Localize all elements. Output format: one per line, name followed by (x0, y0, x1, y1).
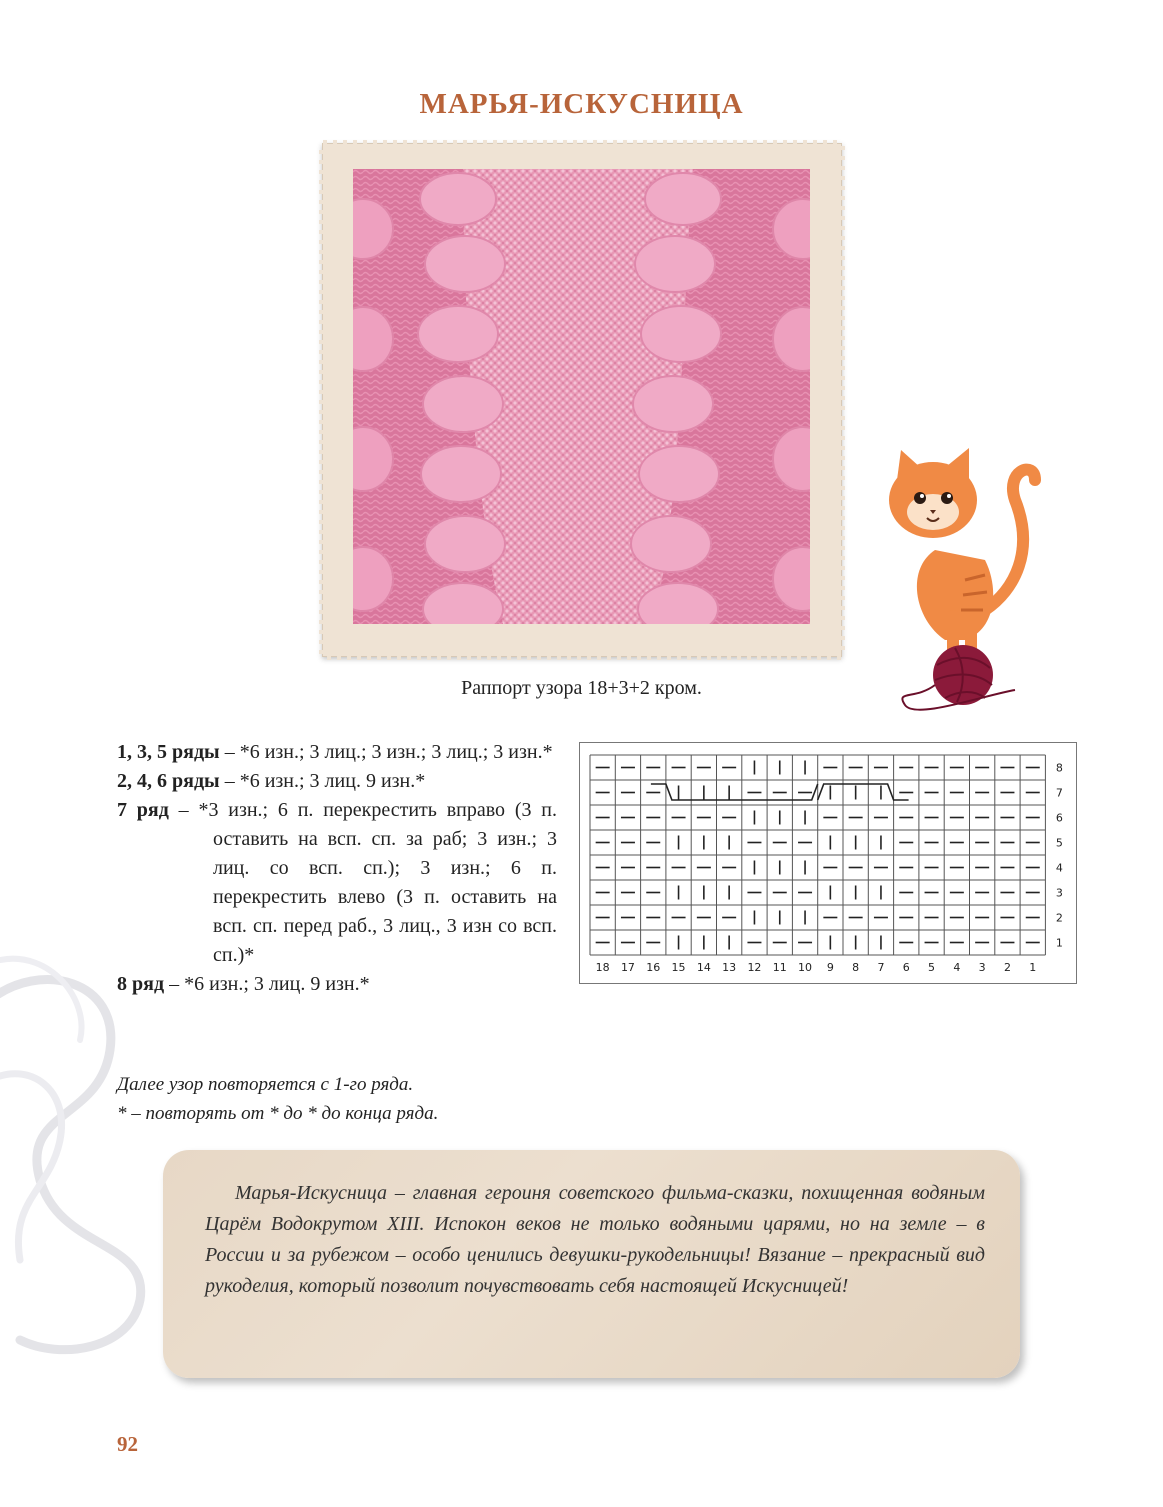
note-asterisk: * – повторять от * до * до конца ряда. (117, 1103, 439, 1124)
photo-frame (322, 143, 842, 657)
row-label: 2, 4, 6 ряды (117, 770, 220, 792)
chart-column-label: 18 (595, 961, 610, 974)
yarn-decoration (0, 940, 180, 1360)
chart-column-label: 13 (722, 961, 737, 974)
chart-column-label: 12 (747, 961, 762, 974)
chart-column-label: 10 (798, 961, 813, 974)
instruction-row (117, 767, 557, 796)
chart-column-label: 6 (902, 961, 910, 974)
chart-column-label: 3 (978, 961, 986, 974)
chart-row-label: 8 (1055, 761, 1063, 775)
knitting-chart (579, 742, 1077, 984)
row-text: – *6 изн.; 3 лиц. 9 изн.* (219, 770, 426, 792)
cable-left-cross (818, 784, 909, 800)
chart-column-label: 4 (953, 961, 961, 974)
row-text: – *6 изн.; 3 лиц.; 3 изн.; 3 лиц.; 3 изн.* (219, 741, 553, 763)
chart-row-label: 4 (1055, 861, 1063, 875)
row-instructions (117, 738, 557, 999)
row-label: 8 ряд (117, 973, 165, 995)
chart-column-label: 2 (1003, 961, 1011, 974)
chart-column-label: 14 (696, 961, 711, 974)
chart-column-label: 5 (928, 961, 936, 974)
pattern-caption: Раппорт узора 18+3+2 кром. (461, 677, 702, 699)
row-label: 7 ряд (117, 799, 169, 821)
chart-row-label: 2 (1055, 911, 1063, 925)
row-text: – *3 изн.; 6 п. перекрестить вправо (3 п. оставить на всп. сп. за раб; 3 изн.; 3 лиц. со всп. сп.); 3 изн.; 6 п. перекрестить влево (3 п. оставить на всп. сп. перед раб., 3 лиц., 3 изн со всп. сп.)* (168, 799, 557, 966)
chart-column-label: 11 (772, 961, 787, 974)
instruction-row (117, 796, 557, 970)
chart-column-label: 7 (877, 961, 885, 974)
chart-row-label: 7 (1055, 786, 1063, 800)
instruction-row (117, 970, 557, 999)
pattern-notes (117, 1070, 717, 1128)
chart-row-label: 6 (1055, 811, 1063, 825)
chart-column-label: 1 (1029, 961, 1037, 974)
instruction-row (117, 738, 557, 767)
row-label: 1, 3, 5 ряды (117, 741, 220, 763)
chart-column-label: 16 (646, 961, 661, 974)
chart-column-label: 15 (671, 961, 686, 974)
chart-column-label: 8 (852, 961, 860, 974)
info-text: Марья-Искусница – главная героиня советского фильма-сказки, похищенная водяным Царём Водокрутом XIII. Испокон веков не только водяными царями, но на земле – в России и за рубежом – особо ценились девушки-рукодельницы! Вязание – прекрасный вид рукоделия, который позволит почувствовать себя настоящей Искусницей! (205, 1182, 985, 1297)
chart-column-label: 17 (620, 961, 635, 974)
chart-column-label: 9 (826, 961, 834, 974)
knit-sample-photo (353, 169, 810, 624)
chart-row-label: 3 (1055, 886, 1063, 900)
chart-row-label: 1 (1055, 936, 1063, 950)
note-repeat: Далее узор повторяется с 1-го ряда. (117, 1074, 414, 1095)
page-title: МАРЬЯ-ИСКУСНИЦА (419, 88, 744, 120)
page-number: 92 (117, 1432, 138, 1456)
row-text: – *6 изн.; 3 лиц. 9 изн.* (164, 973, 370, 995)
chart-row-label: 5 (1055, 836, 1063, 850)
info-box (163, 1150, 1020, 1378)
